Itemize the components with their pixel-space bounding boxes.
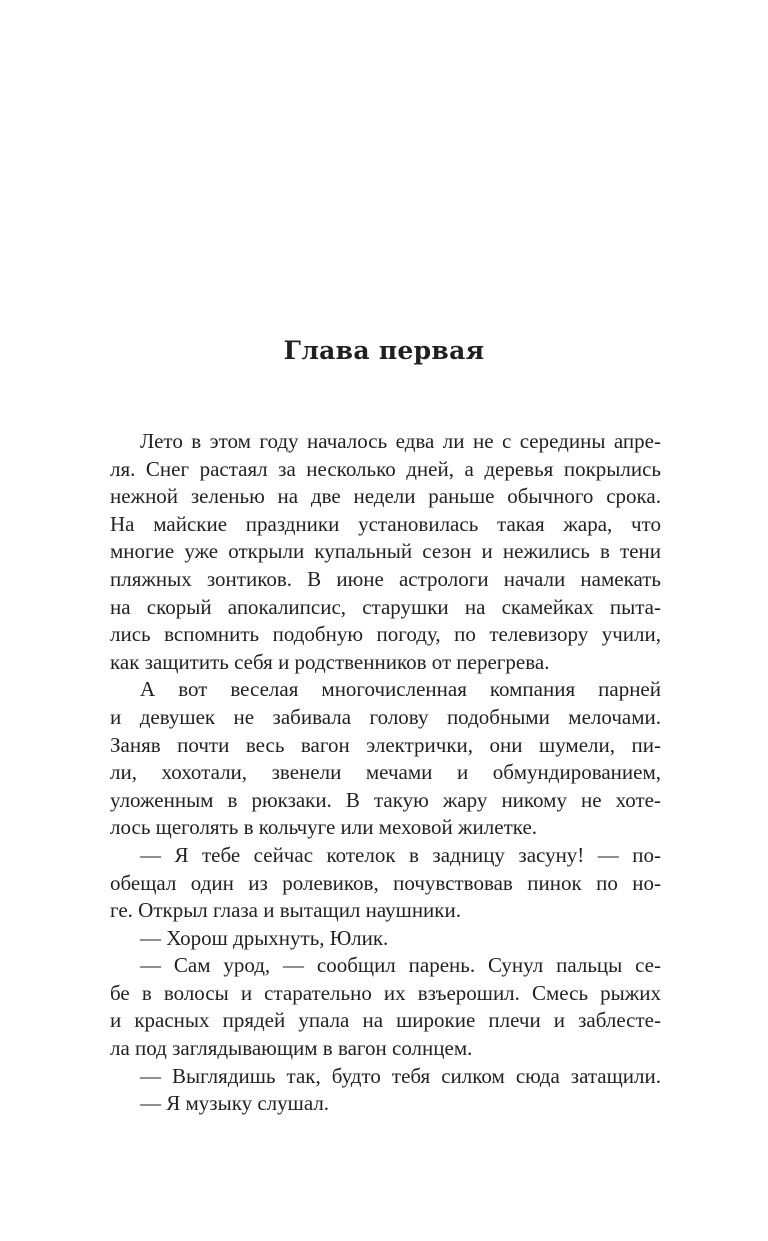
text-line: ла под заглядывающим в вагон солнцем. (110, 1036, 473, 1061)
text-line: Лето в этом году началось едва ли не с середины апре- (140, 429, 661, 453)
text-line: лось щеголять в кольчуге или меховой жилетке. (110, 815, 538, 840)
text-line: — Я музыку слушал. (140, 1091, 330, 1116)
text-line: многие уже открыли купальный сезон и нежились в тени (110, 539, 661, 564)
text-line: ли, хохотали, звенели мечами и обмундированием, (110, 760, 661, 785)
text-line: На майские праздники установилась такая жара, что (110, 511, 661, 536)
text-line: — Хорош дрыхнуть, Юлик. (140, 925, 389, 950)
text-line: нежной зеленью на две недели раньше обычного срока. (110, 484, 661, 509)
text-line: ге. Открыл глаза и вытащил наушники. (110, 898, 461, 923)
text-line: на скорый апокалипсис, старушки на скамейках пыта- (110, 594, 661, 619)
chapter-body (110, 428, 661, 1118)
text-line: ля. Снег растаял за несколько дней, а деревья покрылись (110, 456, 661, 481)
text-line: лись вспомнить подобную погоду, по телевизору учили, (110, 622, 661, 647)
text-line: — Выглядишь так, будто тебя силком сюда затащили. (140, 1063, 661, 1088)
text-line: пляжных зонтиков. В июне астрологи начали намекать (110, 566, 661, 591)
text-line: и красных прядей упала на широкие плечи и заблесте- (110, 1008, 661, 1033)
text-line: обещал один из ролевиков, почувствовав пинок по но- (110, 870, 661, 895)
chapter-title: Глава первая (283, 336, 485, 365)
text-line: уложенным в рюкзаки. В такую жару никому не хоте- (110, 787, 661, 812)
text-line: — Я тебе сейчас котелок в задницу засуну! — по- (140, 842, 661, 867)
text-line: бе в волосы и старательно их взъерошил. Смесь рыжих (110, 980, 661, 1005)
text-line: и девушек не забивала голову подобными мелочами. (110, 704, 661, 729)
text-line: Заняв почти весь вагон электрички, они шумели, пи- (110, 732, 661, 757)
text-line: А вот веселая многочисленная компания парней (140, 677, 661, 702)
text-line: как защитить себя и родственников от перегрева. (110, 649, 550, 674)
text-line: — Сам урод, — сообщил парень. Сунул пальцы се- (140, 953, 661, 978)
